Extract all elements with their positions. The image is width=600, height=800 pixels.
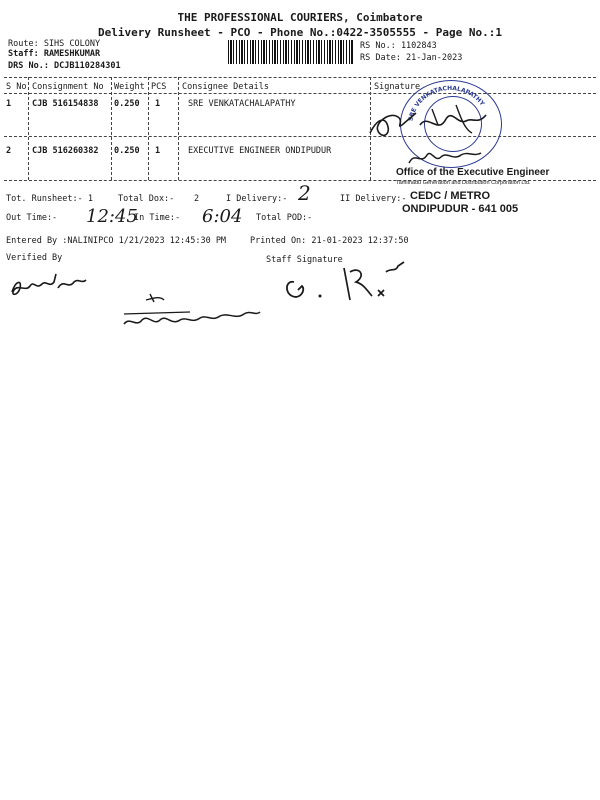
office-stamp-line4: ONDIPUDUR - 641 005 [402,203,519,215]
verified-by-signature [8,270,88,300]
out-time-handwritten: 12:45 [86,206,138,227]
i-delivery-label: I Delivery:- [226,194,288,204]
drs-number: DRS No.: DCJB110284301 [8,61,121,71]
total-pod-label: Total POD:- [256,213,313,223]
staff-signature-label: Staff Signature [266,255,343,265]
runsheet-subtitle: Delivery Runsheet - PCO - Phone No.:0422-3505555 - Page No.:1 [98,26,502,39]
total-dox-value: 2 [194,194,200,204]
printed-on: Printed On: 21-01-2023 12:37:50 [250,236,409,246]
col-rule [28,77,29,180]
barcode [228,40,354,64]
staff-signature [280,260,410,305]
company-title: THE PROFESSIONAL COURIERS, Coimbatore [177,11,423,24]
col-rule [148,77,149,180]
verified-by-label: Verified By [6,253,63,263]
signature-row1 [368,95,498,145]
office-stamp-line2: Tamilnadu Generation and Distribution Corporation Ltd. [396,180,531,186]
col-header-weight: Weight [114,82,145,92]
col-header-sno: S No [6,82,27,92]
row-sno: 2 [6,146,12,156]
table-top-rule [4,77,596,78]
row-consignment: CJB 516260382 [32,146,99,156]
stamp-ring-text: SRE VENKATACHALAPATHY [407,84,486,122]
office-stamp-line1: Office of the Executive Engineer [396,167,550,178]
in-time-handwritten: 6:04 [202,206,243,227]
tot-runsheet: Tot. Runsheet:- 1 [6,194,93,204]
total-dox-label: Total Dox:- [118,194,175,204]
i-delivery-handwritten: 2 [298,181,311,205]
col-header-consignment: Consignment No [32,82,104,92]
row-pcs: 1 [155,146,161,156]
in-time-label: In Time:- [134,213,181,223]
rs-number: RS No.: 1102843 [360,41,437,51]
row-consignment: CJB 516154838 [32,99,99,109]
row-weight: 0.250 [114,99,140,109]
col-header-signature: Signature [374,82,421,92]
entered-by: Entered By :NALINIPCO 1/21/2023 12:45:30 PM [6,236,227,246]
col-rule [178,77,179,180]
table-header-rule [4,93,596,94]
col-rule [111,77,112,180]
middle-signature [120,290,270,340]
staff-label: Staff: RAMESHKUMAR [8,49,101,59]
out-time-label: Out Time:- [6,213,58,223]
office-stamp-line3: CEDC / METRO [410,190,491,202]
row-consignee: EXECUTIVE ENGINEER ONDIPUDUR [188,146,332,156]
row-pcs: 1 [155,99,161,109]
row-sno: 1 [6,99,12,109]
route-label: Route: SIHS COLONY [8,39,101,49]
row-weight: 0.250 [114,146,140,156]
ii-delivery-label: II Delivery:- [340,194,407,204]
col-header-consignee: Consignee Details [182,82,269,92]
row-consignee: SRE VENKATACHALAPATHY [188,99,296,109]
col-header-pcs: PCS [151,82,167,92]
row-divider [4,136,596,137]
rs-date: RS Date: 21-Jan-2023 [360,53,463,63]
